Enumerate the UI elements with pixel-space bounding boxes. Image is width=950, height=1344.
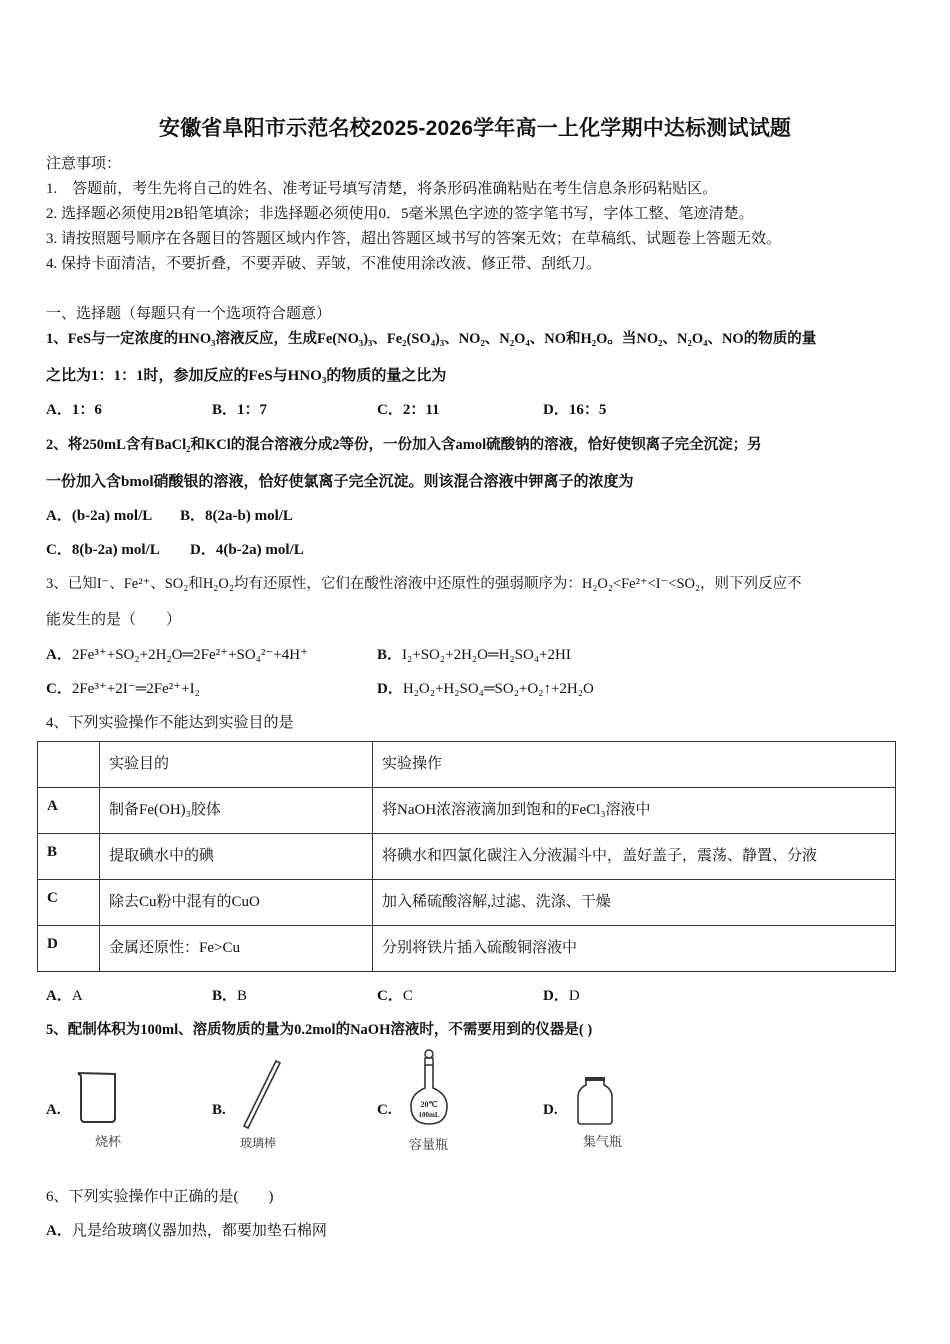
option-text: B	[237, 988, 248, 1004]
volumetric-flask-icon	[408, 1048, 450, 1128]
q5-option-c[interactable]: C.	[377, 1102, 392, 1118]
q3-option-b[interactable]	[377, 643, 571, 664]
option-label: A．	[46, 647, 72, 663]
q2-option-b[interactable]: B．8(2a-b) mol/L	[180, 508, 293, 524]
table-cell: D	[38, 926, 100, 972]
table-row	[38, 834, 896, 880]
section-heading: 一、选择题（每题只有一个选项符合题意）	[46, 306, 332, 322]
question-2-stem-cont: 一份加入含bmol硝酸银的溶液，恰好使氯离子完全沉淀。则该混合溶液中钾离子的浓度为	[46, 474, 634, 490]
table-cell: B	[38, 834, 100, 880]
q1-option-d[interactable]: D．16：5	[543, 402, 607, 418]
table-cell: A	[38, 788, 100, 834]
table-cell: 提取碘水中的碘	[100, 834, 373, 880]
q2-option-a[interactable]: A．(b-2a) mol/L	[46, 508, 153, 524]
gas-jar-icon	[575, 1075, 615, 1127]
option-text: H₂O₂+H₂SO₄═SO₂+O₂↑+2H₂O	[402, 681, 594, 697]
question-6-stem: 6、下列实验操作中正确的是( )	[46, 1189, 274, 1205]
option-text: 2Fe³⁺+SO₂+2H₂O═2Fe²⁺+SO₄²⁻+4H⁺	[71, 647, 309, 663]
instrument-label: 集气瓶	[583, 1135, 623, 1150]
table-cell: 制备Fe(OH)₃胶体	[100, 788, 373, 834]
question-5-stem: 5、配制体积为100ml、溶质物质的量为0.2mol的NaOH溶液时，不需要用到的仪器是( )	[46, 1022, 593, 1038]
q1-option-c[interactable]: C．2：11	[377, 402, 440, 418]
question-2-stem: 2、将250mL含有BaCl₂和KCl的混合溶液分成2等份，一份加入含amol硫酸钠的溶液，恰好使钡离子完全沉淀；另	[46, 437, 762, 453]
table-header-row	[38, 742, 896, 788]
q6-option-a[interactable]	[46, 1219, 327, 1240]
notice-item: 4. 保持卡面清洁，不要折叠，不要弄破、弄皱，不准使用涂改液、修正带、刮纸刀。	[46, 256, 602, 272]
option-label: D．	[377, 681, 403, 697]
option-text: 2Fe³⁺+2I⁻═2Fe²⁺+I₂	[71, 681, 200, 697]
question-4-stem: 4、下列实验操作不能达到实验目的是	[46, 715, 294, 731]
question-3-stem-cont: 能发生的是（ ）	[46, 612, 182, 628]
option-label: D．	[543, 988, 569, 1004]
experiment-table	[37, 741, 896, 972]
table-cell: 金属还原性：Fe>Cu	[100, 926, 373, 972]
q5-option-a[interactable]: A.	[46, 1102, 61, 1118]
table-header-cell: 实验目的	[100, 742, 373, 788]
q1-option-a[interactable]: A．1：6	[46, 402, 102, 418]
instrument-label: 玻璃棒	[240, 1136, 277, 1150]
question-3-stem: 3、已知I⁻、Fe²⁺、SO₂和H₂O₂均有还原性，它们在酸性溶液中还原性的强弱顺序为：H₂O₂<Fe²⁺<I⁻<SO₂，则下列反应不	[46, 576, 802, 592]
option-label: C．	[46, 681, 72, 697]
table-cell: 除去Cu粉中混有的CuO	[100, 880, 373, 926]
flask-temp: 20℃	[420, 1100, 438, 1109]
flask-volume: 100mL	[418, 1111, 440, 1119]
q4-option-b[interactable]	[212, 984, 247, 1005]
glass-rod-icon	[240, 1058, 285, 1133]
option-label: C．	[377, 988, 403, 1004]
table-row	[38, 926, 896, 972]
option-text: I₂+SO₂+2H₂O═H₂SO₄+2HI	[402, 647, 571, 663]
q1-option-b[interactable]: B．1：7	[212, 402, 268, 418]
question-1-stem: 1、FeS与一定浓度的HNO₃溶液反应，生成Fe(NO₃)₃、Fe₂(SO₄)₃、NO₂、N₂O₄、NO和H₂O。当NO₂、N₂O₄、NO的物质的量	[46, 331, 817, 347]
table-row	[38, 788, 896, 834]
instrument-label: 烧杯	[95, 1135, 122, 1150]
option-text: A	[71, 988, 83, 1004]
page-title: 安徽省阜阳市示范名校2025-2026学年高一上化学期中达标测试试题	[158, 117, 792, 140]
q5-option-d[interactable]: D.	[543, 1102, 558, 1118]
notice-item: 3. 请按照题号顺序在各题目的答题区域内作答，超出答题区域书写的答案无效；在草稿纸、试题卷上答题无效。	[46, 231, 782, 247]
table-row	[38, 880, 896, 926]
q5-option-b[interactable]: B.	[212, 1102, 226, 1118]
table-cell: 分别将铁片插入硫酸铜溶液中	[373, 926, 896, 972]
q4-option-a[interactable]	[46, 984, 83, 1005]
option-text: 凡是给玻璃仪器加热，都要加垫石棉网	[71, 1223, 327, 1239]
q2-option-c[interactable]: C．8(b-2a) mol/L	[46, 542, 160, 558]
option-label: A．	[46, 1223, 72, 1239]
table-cell: C	[38, 880, 100, 926]
instrument-label: 容量瓶	[409, 1138, 449, 1153]
q4-option-d[interactable]	[543, 984, 580, 1005]
option-text: D	[568, 988, 580, 1004]
table-cell: 加入稀硫酸溶解,过滤、洗涤、干燥	[373, 880, 896, 926]
q3-option-a[interactable]	[46, 643, 308, 664]
notice-item: 2. 选择题必须使用2B铅笔填涂；非选择题必须使用0．5毫米黑色字迹的签字笔书写，字体工整、笔迹清楚。	[46, 206, 754, 222]
option-label: B．	[377, 647, 403, 663]
table-header-cell	[38, 742, 100, 788]
table-cell: 将碘水和四氯化碳注入分液漏斗中，盖好盖子，震荡、静置、分液	[373, 834, 896, 880]
q3-option-c[interactable]	[46, 677, 200, 698]
question-1-stem-cont: 之比为1：1：1时，参加反应的FeS与HNO₃的物质的量之比为	[46, 368, 447, 384]
notice-item: 1. 答题前，考生先将自己的姓名、准考证号填写清楚，将条形码准确粘贴在考生信息条形码粘贴区。	[46, 181, 718, 197]
option-label: A．	[46, 988, 72, 1004]
table-cell: 将NaOH浓溶液滴加到饱和的FeCl₃溶液中	[373, 788, 896, 834]
table-header-cell: 实验操作	[373, 742, 896, 788]
beaker-icon	[75, 1070, 120, 1125]
q2-option-d[interactable]: D．4(b-2a) mol/L	[190, 542, 304, 558]
q3-option-d[interactable]	[377, 677, 594, 698]
option-text: C	[402, 988, 413, 1004]
q4-option-c[interactable]	[377, 984, 413, 1005]
option-label: B．	[212, 988, 238, 1004]
notice-heading: 注意事项：	[46, 156, 122, 172]
